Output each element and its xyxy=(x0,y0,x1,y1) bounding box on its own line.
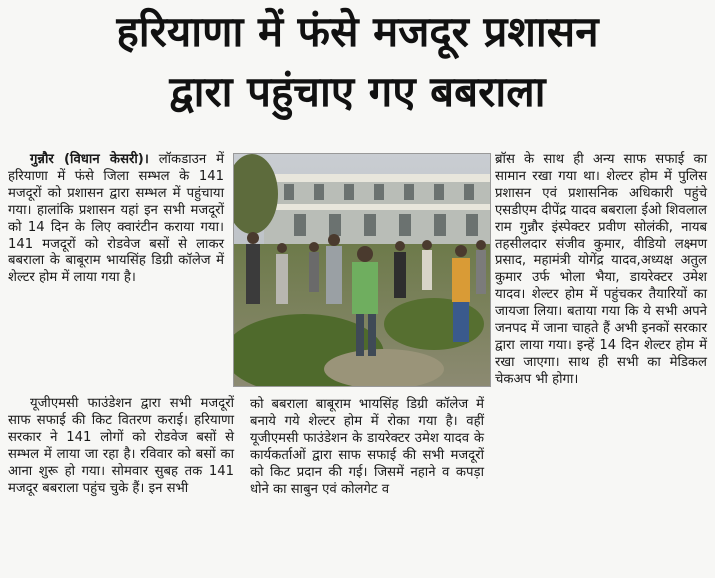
body-text-col3: ब्रॉस के साथ ही अन्य साफ सफाई का सामान रखा गया था। शेल्टर होम में पुलिस प्रशासन एवं प्रशासनिक अधिकारी पहुंचे एसडीएम दीपेंद्र यादव बबराला ईओ शिवलाल राम गुन्नौर इंस्पेक्टर प्रवीण सोलंकी, नायब तहसीलदार संजीव कुमार, वीडियो लक्ष्मण प्रसाद, महामंत्री योगेंद्र यादव,अध्यक्ष अतुल कुमार उर्फ भोला भैया, डायरेक्टर उमेश यादव। शेल्टर होम में पहुंचकर तैयारियों का जायजा लिया। बताया गया कि ये सभी अपने जनपद में जाना चाहते हैं अभी इनकों सरकार द्वारा लाया गया। इन्हें 14 दिन शेल्टर होम में रखा जाएगा। साथ ही सभी का मेडिकल चेकअप भी होगा। xyxy=(495,152,707,387)
dateline: गुन्नौर (विधान केसरी)। xyxy=(30,152,149,167)
article-column-3 xyxy=(495,152,707,389)
headline-line-1: हरियाणा में फंसे मजदूर प्रशासन xyxy=(116,7,599,56)
body-text-col2-bottom: को बबराला बाबूराम भायसिंह डिग्री कॉलेज में बनाये गये शेल्टर होम में रोका गया है। वहीं यूजीएमसी फाउंडेशन के डायरेक्टर उमेश यादव के कार्यकर्ताओं द्वारा साफ सफाई की सभी मजदूरों को किट प्रदान की गई। जिसमें नहाने व कपड़ा धोने का साबुन एवं कोलगेट व xyxy=(250,397,484,497)
headline-line-2: द्वारा पहुंचाए गए बबराला xyxy=(169,67,546,116)
photo-illustration xyxy=(234,154,490,386)
article-column-1-top xyxy=(8,152,224,287)
body-text-col1-top: लॉकडाउन में हरियाणा में फंसे जिला सम्भल के 141 मजदूरों को प्रशासन द्वारा सम्भल में पहुंचाया गया। हालांकि प्रशासन यहां इन सभी मजदूरों को 14 दिन के लिए क्वारंटीन कराया गया। 141 मजदूरों को रोडवेज बसों से लाकर बबराला के बाबूराम भायसिंह डिग्री कॉलेज में शेल्टर होम में लाया गया है। xyxy=(8,152,224,286)
body-text-col1-bottom: यूजीएमसी फाउंडेशन द्वारा सभी मजदूरों साफ सफाई की किट वितरण कराई। हरियाणा सरकार ने 141 लोगों को रोडवेज बसों से सम्भल में लाया जा रहा है। रविवार को बसों का आना शुरू हो गया। सोमवार सुबह तक 141 मजदूर बबराला पहुंच चुके हैं। इन सभी xyxy=(8,396,234,496)
article-column-1-bottom xyxy=(8,396,234,497)
article-column-2-bottom xyxy=(250,397,484,498)
news-photo xyxy=(233,153,491,387)
